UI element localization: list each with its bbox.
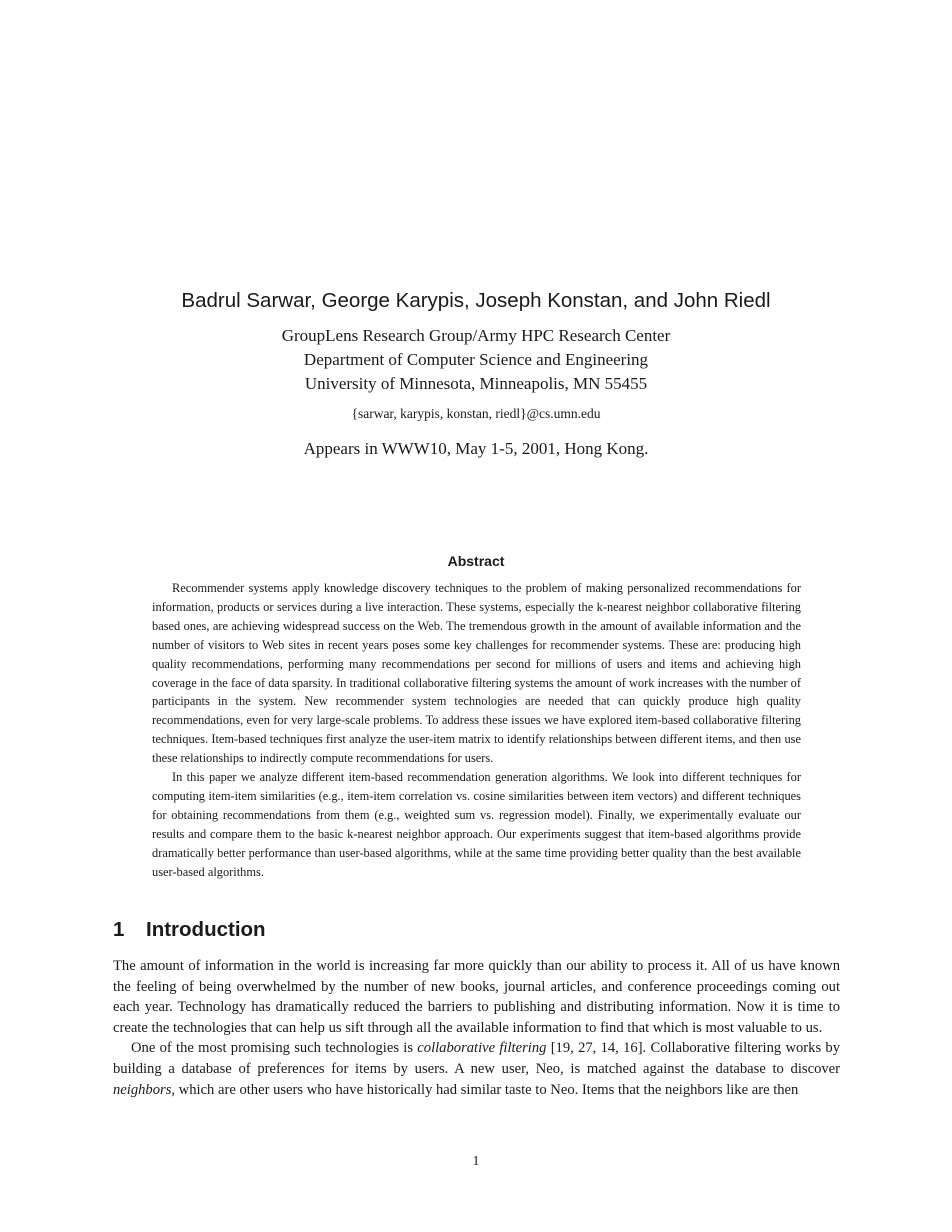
abstract-paragraph: Recommender systems apply knowledge discovery techniques to the problem of making personalized recommendations for information, products or services during a live interaction. These systems, especially the k-nearest neighbor collaborative filtering based ones, are achieving widespread success on the Web. The tremendous growth in the amount of available information and the number of visitors to Web sites in recent years poses some key challenges for recommender systems. These are: producing high quality recommendations, performing many recommendations per second for millions of users and items and achieving high coverage in the face of data sparsity. In traditional collaborative filtering systems the amount of work increases with the number of participants in the system. New recommender system technologies are needed that can quickly produce high quality recommendations, even for very large-scale problems. To address these issues we have explored item-based collaborative filtering techniques. Item-based techniques first analyze the user-item matrix to identify relationships between different items, and then use these relationships to indirectly compute recommendations for users. bbox=[152, 581, 801, 766]
section-number: 1 bbox=[113, 918, 125, 941]
text-run: One of the most promising such technologies is bbox=[131, 1040, 418, 1057]
emphasized-term: collaborative filtering bbox=[417, 1040, 547, 1057]
section-heading-introduction bbox=[113, 916, 266, 944]
affiliation-line: Department of Computer Science and Engineering bbox=[303, 350, 649, 369]
affiliation-line: University of Minnesota, Minneapolis, MN 55455 bbox=[304, 374, 648, 393]
section-title: Introduction bbox=[146, 918, 266, 941]
emphasized-term: neighbors bbox=[113, 1081, 172, 1098]
abstract-heading: Abstract bbox=[447, 553, 505, 569]
abstract-paragraph: In this paper we analyze different item-based recommendation generation algorithms. We look into different techniques for computing item-item similarities (e.g., item-item correlation vs. cosine similarities between item vectors) and different techniques for obtaining recommendations from them (e.g., weighted sum vs. regression model). Finally, we experimentally evaluate our results and compare them to the basic k-nearest neighbor approach. Our experiments suggest that item-based algorithms provide dramatically better performance than user-based algorithms, while at the same time providing better quality than the best available user-based algorithms. bbox=[152, 770, 801, 879]
author-list: Badrul Sarwar, George Karypis, Joseph Konstan, and John Riedl bbox=[181, 289, 771, 312]
introduction-body bbox=[113, 956, 840, 1100]
affiliation-line: GroupLens Research Group/Army HPC Research Center bbox=[281, 326, 671, 345]
body-paragraph bbox=[113, 1038, 840, 1100]
abstract-body bbox=[152, 579, 801, 882]
publication-venue: Appears in WWW10, May 1-5, 2001, Hong Kong. bbox=[303, 439, 649, 458]
body-paragraph: The amount of information in the world is increasing far more quickly than our ability to process it. All of us have known the feeling of being overwhelmed by the number of new books, journal articles, and conference proceedings coming out each year. Technology has dramatically reduced the barriers to publishing and distributing information. Now it is time to create the technologies that can help us sift through all the available information to find that which is most valuable to us. bbox=[113, 958, 840, 1036]
author-emails: {sarwar, karypis, konstan, riedl}@cs.umn.edu bbox=[351, 406, 601, 421]
page-number: 1 bbox=[472, 1154, 480, 1169]
text-run: , which are other users who have historically had similar taste to Neo. Items that the neighbors like are then bbox=[171, 1081, 799, 1098]
text-run: [19, 27, 14, 16]. Collaborative filtering works by building a database of preferences for items by users. A new user, Neo, is matched against the database to discover bbox=[113, 1040, 840, 1077]
